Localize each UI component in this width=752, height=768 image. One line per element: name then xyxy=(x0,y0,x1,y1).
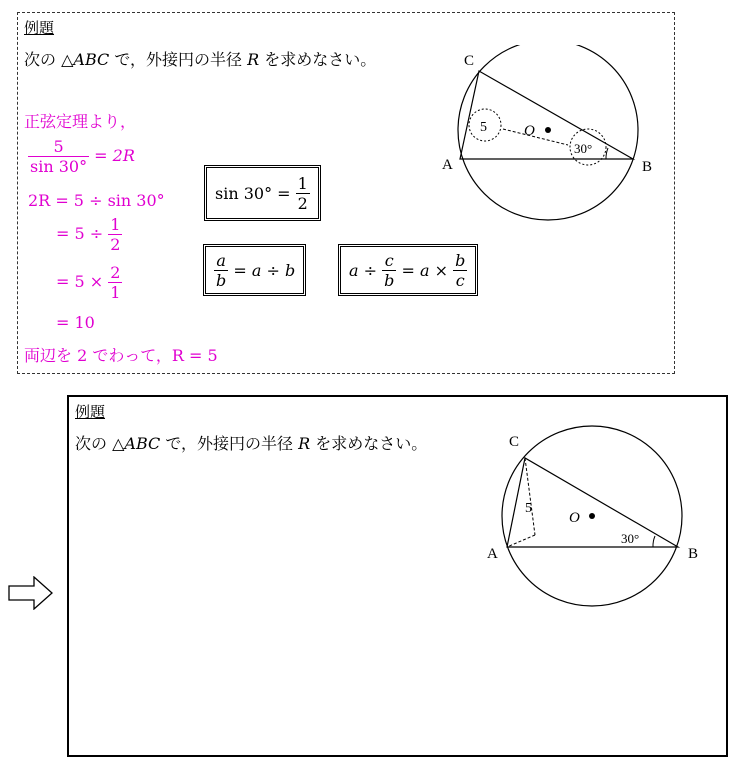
fraction-denominator: b xyxy=(384,270,395,290)
radius-symbol: R xyxy=(247,50,260,69)
radius-symbol: R xyxy=(298,434,311,453)
center-point-o xyxy=(545,127,551,133)
problem-statement xyxy=(24,47,376,70)
formula-fraction-division xyxy=(203,244,306,296)
circumcircle-diagram-top xyxy=(440,45,665,230)
triangle-symbol: △ xyxy=(61,50,74,69)
fraction-denominator: 1 xyxy=(110,283,121,302)
formula-reciprocal xyxy=(338,244,478,296)
problem-middle: で，外接円の半径 xyxy=(165,434,294,453)
problem-prefix: 次の xyxy=(24,50,57,69)
triangle-abc xyxy=(460,71,633,159)
triangle-symbol: △ xyxy=(112,434,125,453)
fraction-numerator: c xyxy=(384,250,394,270)
fraction-1-over-2 xyxy=(108,215,122,254)
angle-arc-b xyxy=(606,148,608,159)
example-heading: 例題 xyxy=(24,19,55,37)
triangle-name: ABC xyxy=(124,434,161,453)
example-heading: 例題 xyxy=(75,403,106,421)
fraction-numerator: 5 xyxy=(53,137,64,156)
formula-recip-mid: = a × xyxy=(401,260,448,280)
equation-4-lhs: = 5 × xyxy=(56,272,104,291)
dashed-link-line xyxy=(503,129,568,145)
fraction-2-over-1 xyxy=(108,263,122,302)
equation-5: = 10 xyxy=(56,313,95,332)
problem-suffix: を求めなさい。 xyxy=(264,50,377,69)
fraction-b-over-c xyxy=(453,251,467,290)
fraction-numerator: 2 xyxy=(110,263,121,282)
equation-2: 2R = 5 ÷ sin 30° xyxy=(28,191,165,210)
formula-recip-lhs: a ÷ xyxy=(349,260,378,280)
equation-3 xyxy=(56,215,122,254)
center-label-o: O xyxy=(524,123,535,139)
vertex-label-c: C xyxy=(509,434,520,450)
equation-1-rhs: = 2R xyxy=(94,146,135,165)
fraction-1-over-2 xyxy=(296,174,310,213)
fraction-denominator: 2 xyxy=(110,235,121,254)
solution-intro: 正弦定理より， xyxy=(24,112,137,131)
vertex-label-c: C xyxy=(464,53,475,69)
angle-label: 30° xyxy=(621,531,640,546)
equation-3-lhs: = 5 ÷ xyxy=(56,224,104,243)
fraction-c-over-b xyxy=(382,251,396,290)
center-point-o xyxy=(589,513,595,519)
vertex-label-a: A xyxy=(442,157,453,173)
problem-prefix: 次の xyxy=(75,434,108,453)
triangle-name: ABC xyxy=(73,50,110,69)
side-length-label: 5 xyxy=(525,501,532,516)
fraction-denominator: c xyxy=(453,270,467,290)
equation-4 xyxy=(56,263,122,302)
dashed-helper-line xyxy=(525,458,535,535)
side-length-label: 5 xyxy=(480,120,487,135)
fraction-numerator: 1 xyxy=(110,215,121,234)
fraction-numerator: b xyxy=(455,250,466,270)
vertex-label-b: B xyxy=(688,546,699,562)
center-label-o: O xyxy=(569,510,580,526)
formula-sin-lhs: sin 30° = xyxy=(215,183,291,203)
fraction-a-over-b xyxy=(214,251,228,290)
fraction-5-over-sin30 xyxy=(28,137,89,176)
fraction-numerator: a xyxy=(216,250,226,270)
angle-arc-b xyxy=(653,536,655,547)
vertex-label-b: B xyxy=(642,159,653,175)
problem-middle: で，外接円の半径 xyxy=(114,50,243,69)
vertex-label-a: A xyxy=(487,546,498,562)
problem-suffix: を求めなさい。 xyxy=(315,434,428,453)
formula-division-rhs: = a ÷ b xyxy=(233,260,296,280)
conclusion: 両辺を 2 でわって，R = 5 xyxy=(24,346,218,365)
fraction-denominator: b xyxy=(216,270,227,290)
formula-sin30 xyxy=(204,165,321,221)
problem-statement xyxy=(75,431,427,454)
fraction-denominator: sin 30° xyxy=(30,157,88,176)
fraction-denominator: 2 xyxy=(297,193,308,213)
equation-1 xyxy=(28,137,135,176)
triangle-abc xyxy=(507,458,678,547)
circumcircle-diagram-bottom xyxy=(483,420,708,615)
right-arrow-icon xyxy=(8,576,54,610)
fraction-numerator: 1 xyxy=(297,173,308,193)
angle-label: 30° xyxy=(574,141,593,156)
dashed-helper-line xyxy=(507,535,535,547)
